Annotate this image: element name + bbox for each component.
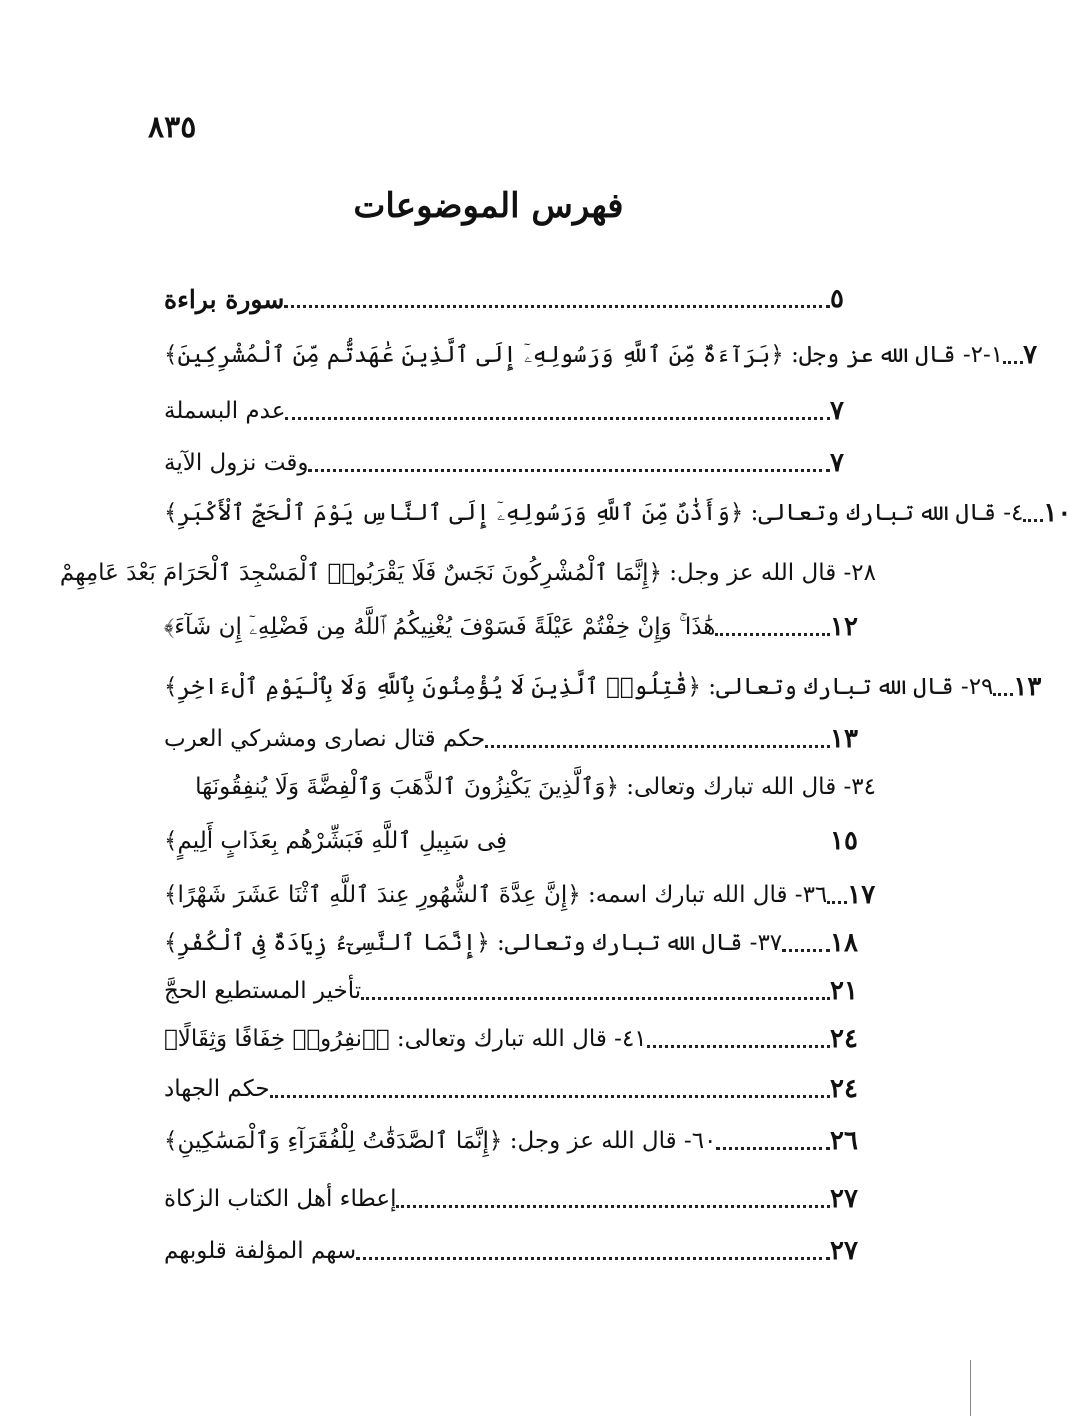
dot-leader <box>827 901 847 904</box>
dot-leader <box>361 997 830 1000</box>
toc-page-number: ١٢ <box>830 612 858 642</box>
toc-entry-first-line: ٢٨- قال الله عز وجل: ﴿إِنَّمَا ٱلْمُشْرِكُونَ نَجَسٌ فَلَا يَقْرَبُوا۟ ٱلْمَسْجِدَ ٱلْحَرَامَ بَعْدَ عَامِهِمْ <box>59 560 876 586</box>
toc-entry-title: ١-٢- قال الله عز وجل: ﴿بَرَآءَةٌ مِّنَ ٱللَّهِ وَرَسُولِهِۦٓ إِلَى ٱلَّذِينَ عَٰهَدتُّم مِّنَ ٱلْمُشْرِكِينَ﴾ <box>164 342 1004 368</box>
dot-leader <box>284 305 830 308</box>
toc-page-number: ٢٤ <box>830 1024 858 1054</box>
toc-entry-title: حكم قتال نصارى ومشركي العرب <box>164 726 486 752</box>
toc-entry-title: إعطاء أهل الكتاب الزكاة <box>164 1186 397 1212</box>
toc-page-number: ٢٧ <box>830 1184 858 1214</box>
toc-entry <box>158 340 1038 370</box>
dot-leader <box>356 1257 830 1260</box>
toc-entry <box>158 612 878 642</box>
toc-entry <box>158 724 878 754</box>
toc-entry <box>158 498 1072 528</box>
toc-entry <box>158 1126 878 1156</box>
toc-entry <box>158 1074 878 1104</box>
dot-leader <box>782 949 830 952</box>
toc-entry-title: وقت نزول الآية <box>164 450 309 476</box>
toc-entry-first-line: ٣٤- قال الله تبارك وتعالى: ﴿وَٱلَّذِينَ يَكْنِزُونَ ٱلذَّهَبَ وَٱلْفِضَّةَ وَلَا يُنفِقُونَهَا <box>195 774 876 800</box>
toc-entry <box>158 284 878 314</box>
toc-page-number: ٢١ <box>830 976 858 1006</box>
toc-page-number: ١٣ <box>1013 672 1042 702</box>
toc-entry-title: ٤١- قال الله تبارك وتعالى: ﴿ٱنفِرُوا۟ خِفَافًا وَثِقَالًا﴾ <box>164 1026 647 1052</box>
dot-leader <box>647 1045 830 1048</box>
toc-entry-title: سورة براءة <box>164 284 285 314</box>
toc-entry <box>158 448 878 478</box>
toc-entry <box>158 826 878 856</box>
toc-page-number: ٧ <box>830 396 844 426</box>
toc-entry <box>158 672 1042 702</box>
page-number: ٨٣٥ <box>148 110 197 145</box>
toc-page-number: ٧ <box>830 448 844 478</box>
toc-page-number: ١٨ <box>830 928 858 958</box>
dot-leader <box>715 633 830 636</box>
toc-entry-title: ٤- قال الله تبارك وتعالى: ﴿وَأَذَٰنٌ مِّنَ ٱللَّهِ وَرَسُولِهِۦٓ إِلَى ٱلنَّاسِ يَوْمَ ٱلْحَجِّ ٱلْأَكْبَرِ﴾ <box>164 500 1024 526</box>
dot-leader <box>716 1147 830 1150</box>
dot-leader <box>285 417 830 420</box>
dot-leader <box>485 745 830 748</box>
toc-page-number: ٢٦ <box>830 1126 858 1156</box>
dot-leader <box>1003 361 1023 364</box>
toc-entry-title: عدم البسملة <box>164 398 286 424</box>
toc-page-number: ٢٤ <box>830 1074 858 1104</box>
toc-page-number: ١٠ <box>1043 498 1072 528</box>
toc-entry <box>158 1024 878 1054</box>
toc-entry <box>158 928 878 958</box>
toc-entry-title: تأخير المستطيع الحجَّ <box>164 978 362 1004</box>
toc-entry-title: ٣٦- قال الله تبارك اسمه: ﴿إِنَّ عِدَّةَ ٱلشُّهُورِ عِندَ ٱللَّهِ ٱثْنَا عَشَرَ شَهْرًا﴾ <box>164 882 828 908</box>
toc-page-number: ١٣ <box>830 724 858 754</box>
page-title: فهرس الموضوعات <box>353 186 624 226</box>
page-edge-line <box>970 1360 971 1416</box>
dot-leader <box>396 1205 830 1208</box>
toc-entry <box>158 880 878 910</box>
toc-entry-title: هَٰذَا ۚ وَإِنْ خِفْتُمْ عَيْلَةً فَسَوْفَ يُغْنِيكُمُ ٱللَّهُ مِن فَضْلِهِۦٓ إِن شَآءَ﴾ <box>164 614 716 640</box>
toc-page-number: ٥ <box>830 284 844 314</box>
toc-entry-title: ٣٧- قال الله تبارك وتعالى: ﴿إِنَّمَا ٱلنَّسِىٓءُ زِيَادَةٌ فِى ٱلْكُفْرِ﴾ <box>164 930 783 956</box>
toc-entry <box>158 396 878 426</box>
toc-page-number: ٢٧ <box>830 1236 858 1266</box>
dot-leader <box>308 469 830 472</box>
toc-entry-title: سهم المؤلفة قلوبهم <box>164 1238 357 1264</box>
toc-page-number: ١٥ <box>830 826 858 856</box>
toc-entry-title: ٦٠- قال الله عز وجل: ﴿إِنَّمَا ٱلصَّدَقَٰتُ لِلْفُقَرَآءِ وَٱلْمَسَٰكِينِ﴾ <box>164 1128 717 1154</box>
toc-entry <box>158 976 878 1006</box>
dot-leader <box>270 1095 830 1098</box>
toc-entry-title: فِى سَبِيلِ ٱللَّهِ فَبَشِّرْهُم بِعَذَابٍ أَلِيمٍ﴾ <box>164 828 508 854</box>
toc-entry <box>158 1236 878 1266</box>
toc-page-number: ٧ <box>1023 340 1038 370</box>
toc-page-number: ١٧ <box>847 880 876 910</box>
toc-entry-title: ٢٩- قال الله تبارك وتعالى: ﴿قَٰتِلُوا۟ ٱلَّذِينَ لَا يُؤْمِنُونَ بِٱللَّهِ وَلَا بِٱلْيَوْمِ ٱلْءَاخِرِ﴾ <box>164 674 994 700</box>
toc-entry-title: حكم الجهاد <box>164 1076 270 1102</box>
dot-leader <box>993 693 1013 696</box>
toc-entry <box>158 1184 878 1214</box>
dot-leader <box>1023 519 1043 522</box>
